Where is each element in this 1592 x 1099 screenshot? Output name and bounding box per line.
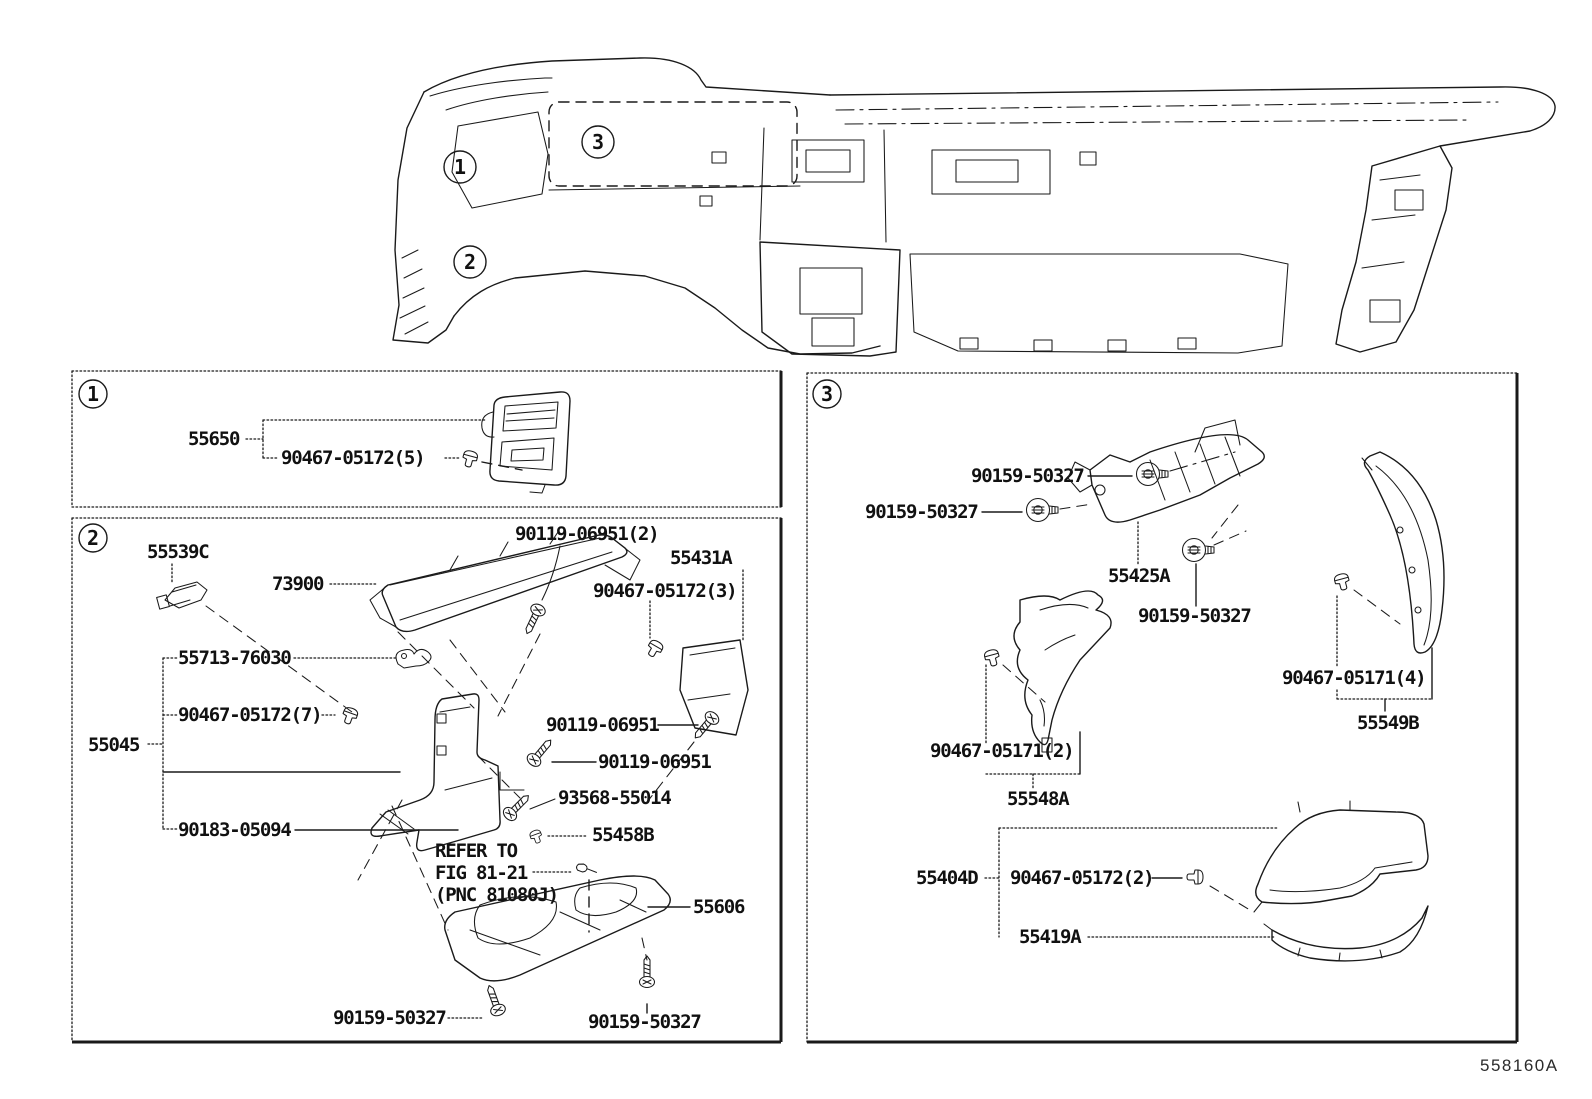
part-number-90119-06951-2: 90119-06951(2): [515, 523, 659, 545]
section-2-callout: [79, 524, 107, 552]
overview-callout-1-label: 1: [453, 155, 467, 179]
section-box-3: [807, 373, 1517, 1042]
assembly-dashed-lines: [206, 606, 694, 960]
part-sketch-55650-register: [482, 392, 570, 493]
section-box-2: [72, 518, 781, 1042]
part-number-55606: 55606: [693, 896, 745, 918]
part-number-73900: 73900: [272, 573, 324, 595]
overview-callout-1: [444, 151, 476, 183]
part-sketch-55419A-strip: [1264, 906, 1428, 961]
part-number-55045: 55045: [88, 734, 140, 756]
part-number-90119-06951-a: 90119-06951: [546, 714, 659, 736]
note-refer-line3: (PNC 81080J): [435, 884, 558, 906]
overview-callout-2: [454, 246, 486, 278]
leader-line: [530, 799, 555, 809]
hook-clip-icon: [396, 649, 431, 668]
part-number-90467-05172-3: 90467-05172(3): [593, 580, 737, 602]
clip-icon: [461, 449, 479, 468]
section-box-1: [72, 371, 781, 507]
note-refer-line1: REFER TO: [435, 840, 517, 862]
part-number-55713-76030: 55713-76030: [178, 647, 291, 669]
note-refer-line2: FIG 81-21: [435, 862, 528, 884]
part-number-55425A: 55425A: [1108, 565, 1170, 587]
part-number-55431A: 55431A: [670, 547, 732, 569]
clip-icon: [529, 829, 544, 845]
instrument-panel-overview-drawing: [393, 58, 1555, 356]
section-3-callout: [813, 380, 841, 408]
pin-icon: [576, 863, 598, 874]
section-2-callout-label: 2: [86, 526, 100, 550]
figure-code: 558160A: [1480, 1056, 1559, 1075]
clip-sketch-55539C: [157, 582, 207, 609]
leader-line: [1354, 590, 1400, 624]
part-number-55549B: 55549B: [1357, 712, 1419, 734]
leader-line: [1060, 504, 1092, 509]
part-number-90159-50327-c: 90159-50327: [1138, 605, 1251, 627]
part-sketch-55549B-garnish: [1362, 452, 1444, 653]
part-number-93568-55014: 93568-55014: [558, 787, 671, 809]
part-sketch-55548A-garnish: [1014, 591, 1111, 752]
grommet-icon: [1027, 499, 1059, 522]
overview-callout-3-label: 3: [591, 130, 605, 154]
leader-line: [1003, 665, 1045, 702]
overview-callout-2-label: 2: [463, 250, 477, 274]
part-number-90467-05172-7: 90467-05172(7): [178, 704, 322, 726]
part-number-90467-05172-5: 90467-05172(5): [281, 447, 425, 469]
leader-line: [1170, 452, 1235, 471]
leader-line: [1214, 531, 1246, 545]
part-number-55539C: 55539C: [147, 541, 209, 563]
part-number-90183-05094: 90183-05094: [178, 819, 291, 841]
part-number-90467-05171-2: 90467-05171(2): [930, 740, 1074, 762]
section-3-callout-label: 3: [820, 382, 834, 406]
leader-line: [1210, 886, 1250, 910]
clip-icon: [644, 638, 664, 659]
screw-icon: [640, 956, 655, 988]
part-number-90119-06951-b: 90119-06951: [598, 751, 711, 773]
part-number-55458B: 55458B: [592, 824, 654, 846]
screw-icon: [482, 983, 507, 1018]
clip-icon: [1187, 870, 1203, 884]
screw-icon: [525, 735, 557, 769]
section-1-callout-label: 1: [86, 382, 100, 406]
part-number-90467-05171-4: 90467-05171(4): [1282, 667, 1426, 689]
grommet-icon: [1183, 539, 1215, 562]
screw-icon: [520, 602, 547, 637]
part-number-55548A: 55548A: [1007, 788, 1069, 810]
clip-icon: [340, 706, 359, 726]
part-number-55650: 55650: [188, 428, 240, 450]
section-1-callout: [79, 380, 107, 408]
part-number-90159-50327-b: 90159-50327: [588, 1011, 701, 1033]
part-number-90467-05172-2: 90467-05172(2): [1010, 867, 1154, 889]
leader-line: [542, 546, 560, 600]
overview-callout-3: [582, 126, 614, 158]
clip-icon: [1333, 572, 1351, 591]
part-sketch-55431A-cover: [680, 640, 748, 735]
part-number-55419A: 55419A: [1019, 926, 1081, 948]
part-number-90159-50327-a: 90159-50327: [333, 1007, 446, 1029]
leader-bracket-55045: [148, 658, 177, 829]
part-number-90159-50327-a: 90159-50327: [971, 465, 1084, 487]
part-number-90159-50327-b: 90159-50327: [865, 501, 978, 523]
part-number-55404D: 55404D: [916, 867, 978, 889]
leader-line: [1212, 505, 1238, 538]
part-sketch-55404D-bezel: [1254, 801, 1428, 912]
